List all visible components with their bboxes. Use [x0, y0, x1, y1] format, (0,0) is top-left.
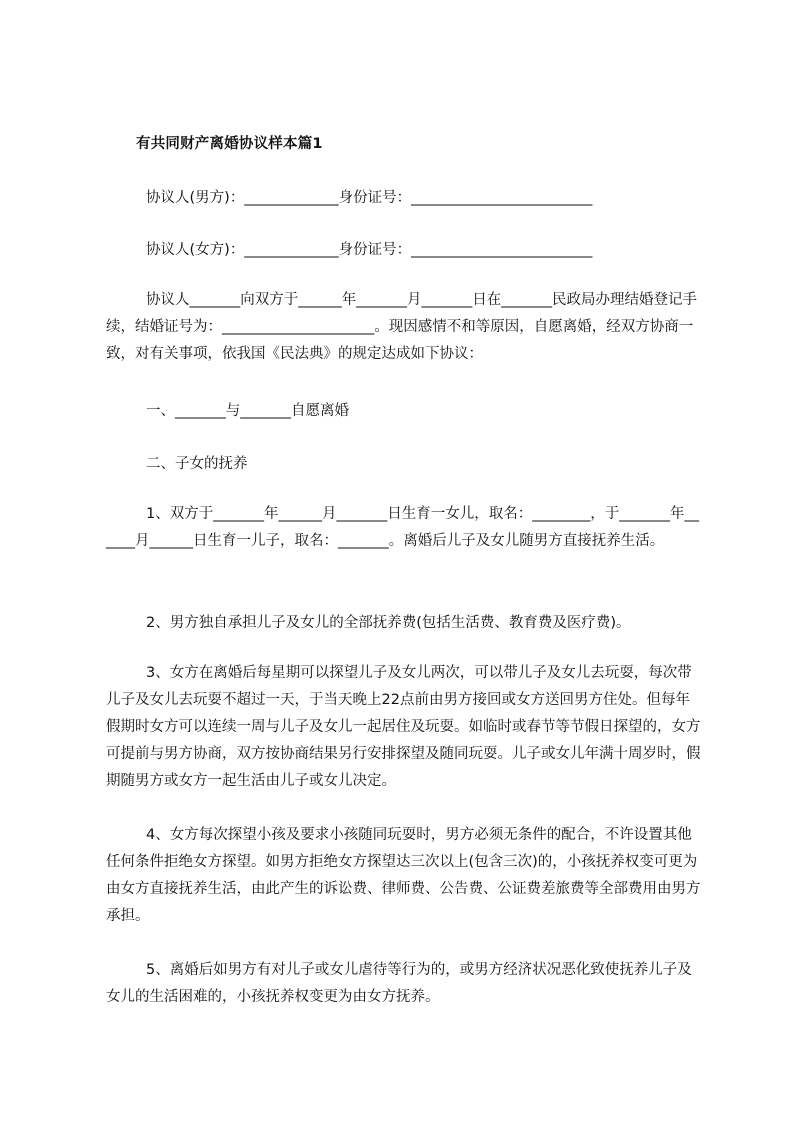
section-1-heading: 一、_______与_______自愿离婚	[146, 403, 349, 419]
party-female-line: 协议人(女方)：_____________身份证号：_________________________	[146, 242, 593, 258]
party-male-line: 协议人(男方)：_____________身份证号：_________________________	[146, 190, 593, 206]
section-2-heading: 二、子女的抚养	[146, 456, 248, 472]
document-title: 有共同财产离婚协议样本篇1	[136, 136, 323, 152]
clause-4-paragraph: 4、女方每次探望小孩及要求小孩随同玩耍时，男方必须无条件的配合，不许设置其他任何条件拒绝女方探望。如男方拒绝女方探望达三次以上(包含三次)的，小孩抚养权变可更为由女方直接抚养生活，由此产生的诉讼费、律师费、公告费、公证费差旅费等全部费用由男方承担。	[106, 827, 701, 924]
clause-2-paragraph: 2、男方独自承担儿子及女儿的全部抚养费(包括生活费、教育费及医疗费)。	[146, 615, 631, 631]
clause-1-paragraph: 1、双方于_______年______月_______日生育一女儿，取名：________，于_______年______月______日生育一儿子，取名：_______。离婚后儿子及女儿随男方直接抚养生活。	[106, 506, 699, 549]
clause-5-paragraph: 5、离婚后如男方有对儿子或女儿虐待等行为的，或男方经济状况恶化致使抚养儿子及女儿的生活困难的，小孩抚养权变更为由女方抚养。	[106, 962, 692, 1005]
intro-paragraph: 协议人_______向双方于______年_______月_______日在_______民政局办理结婚登记手续，结婚证号为：_____________________。现因感情不和等原因，自愿离婚，经双方协商一致，对有关事项，依我国《民法典》的规定达成如下协议：	[106, 292, 697, 362]
clause-3-paragraph: 3、女方在离婚后每星期可以探望儿子及女儿两次，可以带儿子及女儿去玩耍，每次带儿子及女儿去玩耍不超过一天，于当天晚上22点前由男方接回或女方送回男方住处。但每年假期时女方可以连续一周与儿子及女儿一起居住及玩耍。如临时或春节等节假日探望的，女方可提前与男方协商，双方按协商结果另行安排探望及随同玩耍。儿子或女儿年满十周岁时，假期随男方或女方一起生活由儿子或女儿决定。	[106, 665, 701, 789]
